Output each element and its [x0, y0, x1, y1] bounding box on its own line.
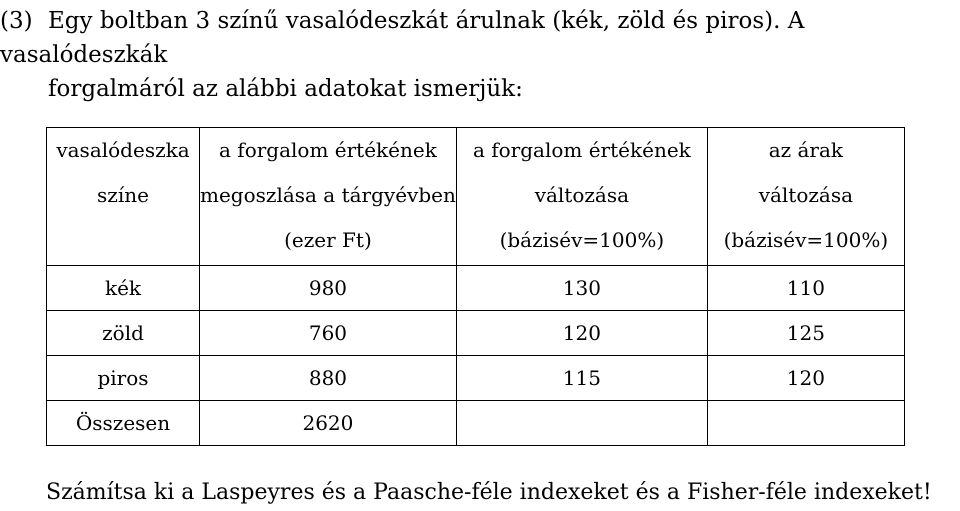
table-row	[47, 356, 905, 401]
problem-intro	[0, 4, 960, 106]
table-cell	[456, 401, 707, 446]
header-turnover-change	[456, 128, 707, 266]
header-line: (bázisév=100%)	[723, 228, 889, 252]
table-row-total	[47, 401, 905, 446]
header-line: színe	[97, 183, 149, 207]
table-cell: 2620	[200, 401, 457, 446]
table-cell: zöld	[47, 311, 200, 356]
table-cell: kék	[47, 266, 200, 311]
table-cell: 110	[707, 266, 904, 311]
table-cell: 125	[707, 311, 904, 356]
table-row	[47, 266, 905, 311]
table-cell: 980	[200, 266, 457, 311]
intro-text-1: Egy boltban 3 színű vasalódeszkát árulnak (kék, zöld és piros). A vasalódeszkák	[0, 8, 805, 68]
header-line	[47, 218, 199, 263]
table-cell: piros	[47, 356, 200, 401]
header-price-change	[707, 128, 904, 266]
header-line: a forgalom értékének	[219, 138, 437, 162]
header-color	[47, 128, 200, 266]
table-cell: 760	[200, 311, 457, 356]
task-instruction: Számítsa ki a Laspeyres és a Paasche-féle indexeket és a Fisher-féle indexeket!	[46, 480, 932, 505]
intro-line-1	[0, 4, 960, 72]
header-line: a forgalom értékének	[472, 138, 691, 162]
table-cell: 880	[200, 356, 457, 401]
header-line: az árak	[768, 138, 844, 162]
table-cell	[707, 401, 904, 446]
table-header-row	[47, 128, 905, 266]
table-cell: 120	[456, 311, 707, 356]
table-cell: 120	[707, 356, 904, 401]
header-line: vasalódeszka	[56, 138, 190, 162]
table-row	[47, 311, 905, 356]
header-line: (bázisév=100%)	[499, 228, 665, 252]
header-line: változása	[534, 183, 630, 207]
header-line: (ezer Ft)	[284, 228, 372, 252]
sales-table	[46, 127, 905, 446]
table-cell: Összesen	[47, 401, 200, 446]
table-cell: 115	[456, 356, 707, 401]
table-cell: 130	[456, 266, 707, 311]
problem-number: (3)	[0, 8, 33, 34]
header-line: megoszlása a tárgyévben	[200, 183, 456, 207]
header-turnover-share	[200, 128, 457, 266]
intro-line-2: forgalmáról az alábbi adatokat ismerjük:	[48, 76, 523, 102]
header-line: változása	[758, 183, 854, 207]
